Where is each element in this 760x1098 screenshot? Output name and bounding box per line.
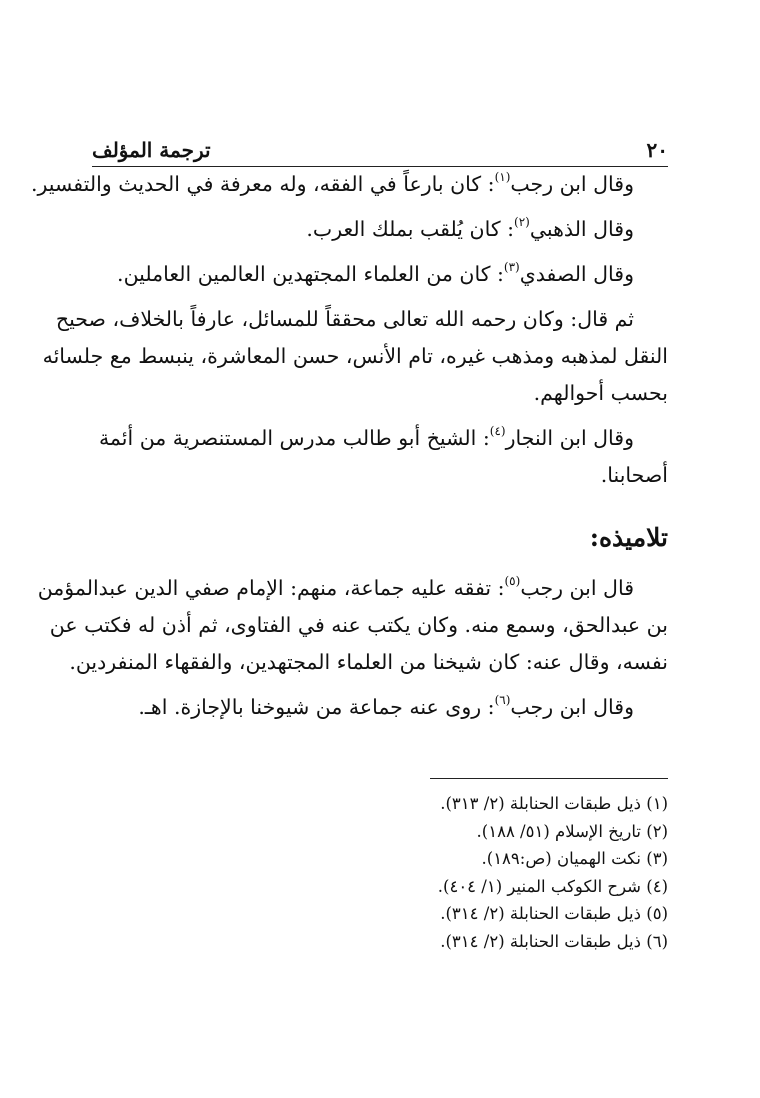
text-fragment: وقال الذهبي [529, 217, 634, 241]
text-line: بحسب أحوالهم. [533, 381, 668, 405]
text-line: أصحابنا. [600, 463, 668, 487]
footnotes [268, 790, 668, 955]
page-header [92, 126, 668, 167]
text-fragment: : كان يُلقب بملك العرب. [306, 217, 515, 241]
text-fragment: وقال ابن النجار [505, 426, 634, 450]
text-line [37, 570, 668, 607]
main-text [30, 166, 668, 734]
paragraph [92, 211, 668, 248]
paragraph [92, 420, 668, 494]
paragraph [92, 689, 668, 726]
footnote-ref[interactable]: (٣) [503, 260, 520, 274]
footnote-item: (٤) شرح الكوكب المنير (١/ ٤٠٤). [437, 876, 668, 896]
footnote-ref[interactable]: (٥) [504, 574, 521, 588]
paragraph [30, 166, 668, 203]
page-number: ٢٠ [646, 138, 668, 162]
paragraph [42, 301, 668, 412]
footnote-item: (٢) تاريخ الإسلام (٥١/ ١٨٨). [476, 821, 668, 841]
text-fragment: وقال ابن رجب [510, 695, 634, 719]
text-line [92, 211, 668, 248]
footnote-item: (٣) نكت الهميان (ص:١٨٩). [481, 849, 668, 868]
footnote-separator [430, 778, 668, 779]
text-fragment: : الشيخ أبو طالب مدرس المستنصرية من أئمة [98, 426, 490, 450]
footnote-ref[interactable]: (٢) [514, 215, 530, 229]
footnote-ref[interactable]: (٤) [489, 424, 506, 438]
running-title: ترجمة المؤلف [92, 138, 211, 162]
footnote-item: (٥) ذيل طبقات الحنابلة (٢/ ٣١٤). [440, 904, 668, 923]
paragraph [37, 570, 668, 681]
text-line: النقل لمذهبه ومذهب غيره، تام الأنس، حسن المعاشرة، ينبسط مع جلسائه [42, 344, 668, 368]
text-fragment: وقال الصفدي [519, 262, 634, 286]
text-line [92, 256, 668, 293]
text-fragment: : روى عنه جماعة من شيوخنا بالإجازة. اهـ. [138, 695, 495, 719]
text-fragment: وقال ابن رجب [510, 172, 634, 196]
text-fragment: : تفقه عليه جماعة، منهم: الإمام صفي الدين عبدالمؤمن [37, 576, 505, 600]
text-fragment: : كان من العلماء المجتهدين العالمين العاملين. [117, 262, 504, 286]
paragraph [92, 256, 668, 293]
text-line: نفسه، وقال عنه: كان شيخنا من العلماء المجتهدين، والفقهاء المنفردين. [69, 650, 668, 674]
text-line [30, 166, 668, 203]
footnote-item: (١) ذيل طبقات الحنابلة (٢/ ٣١٣). [440, 794, 668, 813]
text-line [92, 420, 668, 457]
text-line: ثم قال: وكان رحمه الله تعالى محققاً للمسائل، عارفاً بالخلاف، صحيح [55, 307, 634, 331]
footnote-ref[interactable]: (١) [494, 170, 511, 184]
footnote-ref[interactable]: (٦) [494, 693, 511, 707]
text-fragment: قال ابن رجب [520, 576, 634, 600]
footnote-item: (٦) ذيل طبقات الحنابلة (٢/ ٣١٤). [440, 931, 668, 951]
section-heading: تلاميذه: [589, 523, 668, 552]
text-fragment: : كان بارعاً في الفقه، وله معرفة في الحديث والتفسير. [30, 172, 495, 196]
text-line: بن عبدالحق، وسمع منه. وكان يكتب عنه في الفتاوى، ثم أذن له فكتب عن [49, 613, 668, 637]
text-line [92, 689, 668, 726]
